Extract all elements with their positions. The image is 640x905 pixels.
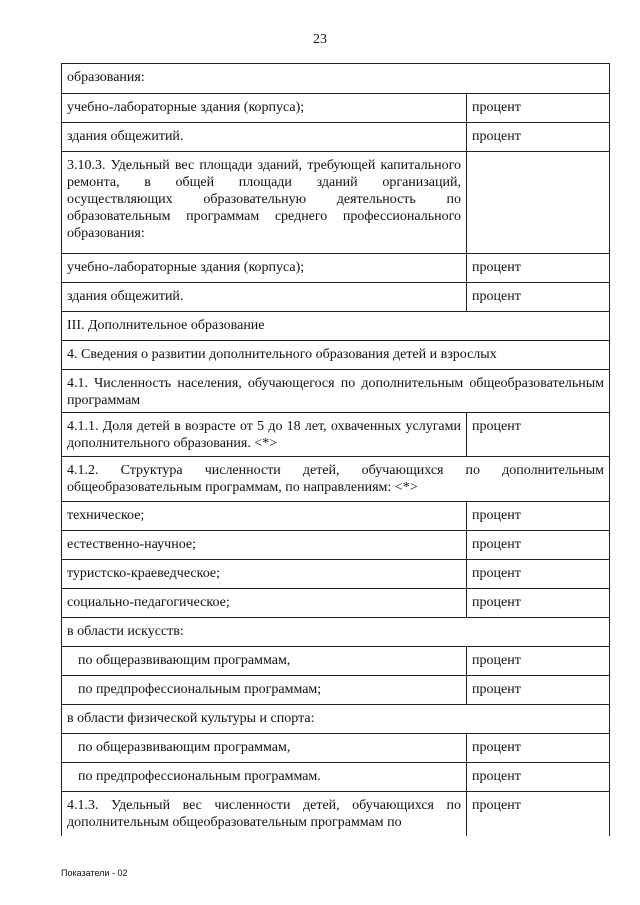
row-text: социально-педагогическое; <box>62 589 467 617</box>
section-heading: III. Дополнительное образование <box>67 318 265 333</box>
row-text: по предпрофессиональным программам. <box>62 763 467 791</box>
table-row <box>62 734 609 763</box>
row-text: по общеразвивающим программам, <box>62 647 467 675</box>
table-row <box>62 676 609 705</box>
row-text: в области искусств: <box>67 624 184 639</box>
section-heading: 4. Сведения о развитии дополнительного образования детей и взрослых <box>67 347 497 362</box>
row-text: 4.1.3. Удельный вес численности детей, обучающихся по дополнительным общеобразовательным программам по <box>62 792 467 836</box>
row-unit: процент <box>472 769 521 784</box>
row-text: 4.1. Численность населения, обучающегося по дополнительным общеобразовательным программам <box>67 376 604 408</box>
table-row <box>62 94 609 123</box>
row-unit: процент <box>472 100 521 115</box>
table-row <box>62 560 609 589</box>
row-text: здания общежитий. <box>62 283 467 311</box>
table-row <box>62 312 609 341</box>
row-text: учебно-лабораторные здания (корпуса); <box>62 94 467 122</box>
table-row <box>62 457 609 502</box>
row-text: естественно-научное; <box>62 531 467 559</box>
row-unit: процент <box>472 595 521 610</box>
table-row <box>62 413 609 457</box>
row-text: 3.10.3. Удельный вес площади зданий, требующей капитального ремонта, в общей площади зданий организаций, осуществляющих образовательную деятельность по образовательным программам среднего профессионального образования: <box>62 152 467 253</box>
row-unit: процент <box>472 798 521 813</box>
table-row <box>62 647 609 676</box>
row-unit: процент <box>472 289 521 304</box>
row-text: туристско-краеведческое; <box>62 560 467 588</box>
row-text: по предпрофессиональным программам; <box>62 676 467 704</box>
table-row <box>62 705 609 734</box>
row-text: техническое; <box>62 502 467 530</box>
row-unit: процент <box>472 508 521 523</box>
table-row <box>62 589 609 618</box>
page-number: 23 <box>313 32 327 47</box>
row-text: по общеразвивающим программам, <box>62 734 467 762</box>
table-row <box>62 152 609 254</box>
row-unit: процент <box>472 537 521 552</box>
indicators-table <box>61 63 610 836</box>
table-row <box>62 502 609 531</box>
row-text: образования: <box>67 70 145 85</box>
row-text: здания общежитий. <box>62 123 467 151</box>
table-row <box>62 341 609 370</box>
row-text: 4.1.1. Доля детей в возрасте от 5 до 18 лет, охваченных услугами дополнительного образования. <*> <box>62 413 467 456</box>
row-unit: процент <box>472 566 521 581</box>
page-footer: Показатели - 02 <box>61 868 128 878</box>
table-row <box>62 283 609 312</box>
row-unit: процент <box>472 260 521 275</box>
table-row <box>62 370 609 413</box>
row-unit: процент <box>472 419 521 434</box>
row-unit: процент <box>472 740 521 755</box>
table-row <box>62 531 609 560</box>
table-row <box>62 254 609 283</box>
row-unit: процент <box>472 129 521 144</box>
row-text: 4.1.2. Структура численности детей, обучающихся по дополнительным общеобразовательным программам, по направлениям: <*> <box>67 463 604 495</box>
row-text: учебно-лабораторные здания (корпуса); <box>62 254 467 282</box>
table-row <box>62 123 609 152</box>
table-row <box>62 618 609 647</box>
row-text: в области физической культуры и спорта: <box>67 711 315 726</box>
table-row <box>62 763 609 792</box>
table-row <box>62 792 609 836</box>
row-unit <box>467 152 609 253</box>
table-row <box>62 64 609 94</box>
row-unit: процент <box>472 682 521 697</box>
row-unit: процент <box>472 653 521 668</box>
